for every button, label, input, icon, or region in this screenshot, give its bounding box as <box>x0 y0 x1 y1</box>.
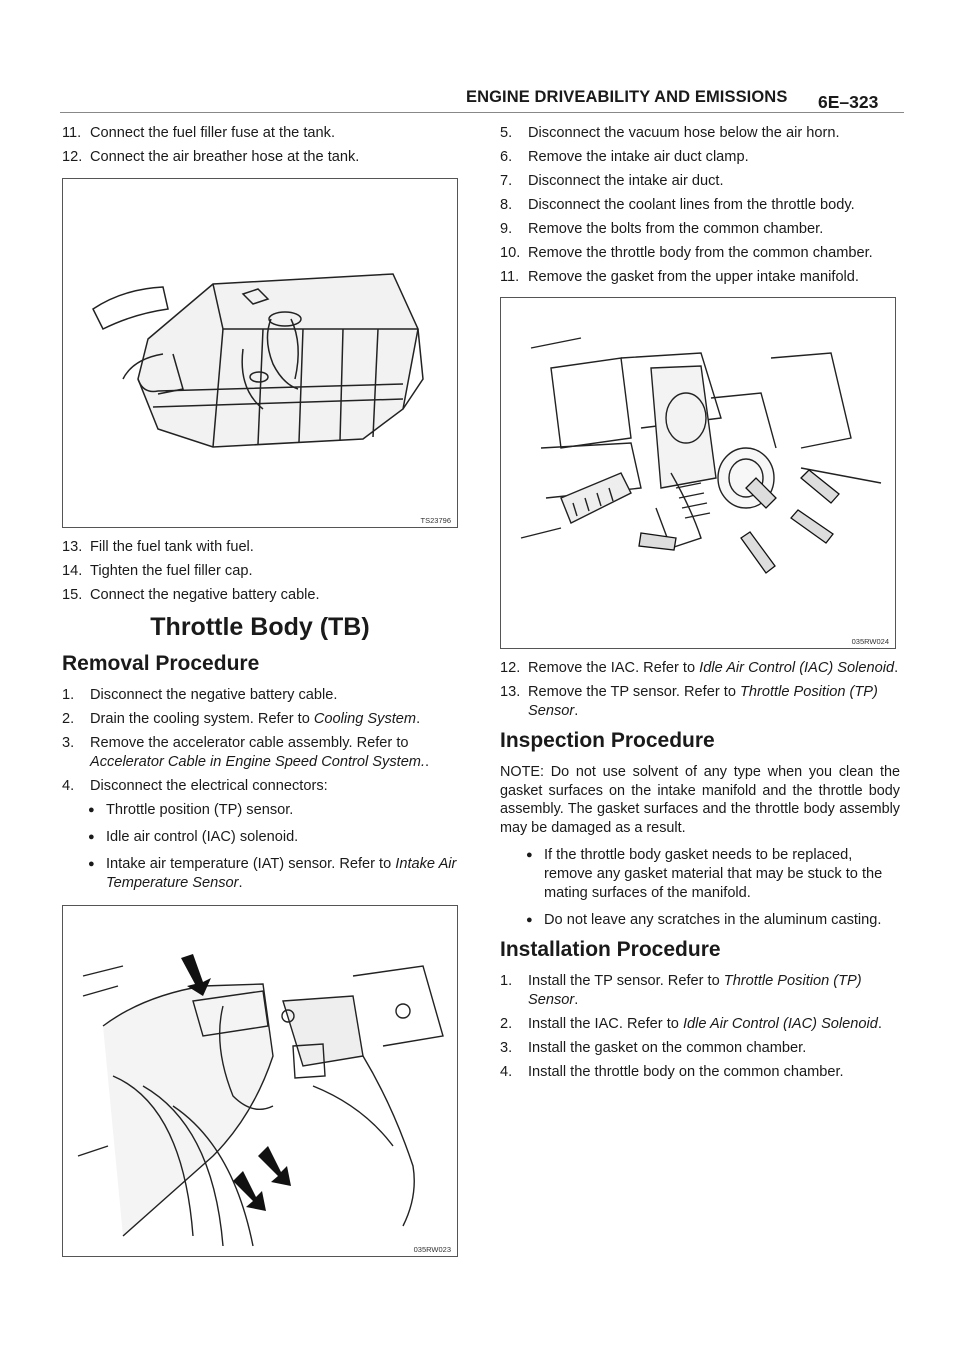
bullet-icon: ● <box>88 831 95 843</box>
throttle-body-removal-figure <box>500 297 896 649</box>
step-item: 10. Remove the throttle body from the common chamber. <box>500 245 873 261</box>
step-item: 9. Remove the bolts from the common chamber. <box>500 221 824 237</box>
left-column <box>62 124 458 1257</box>
step-item: 6. Remove the intake air duct clamp. <box>500 149 749 165</box>
bullet-icon: ● <box>526 914 533 926</box>
step-item: 14. Tighten the fuel filler cap. <box>62 563 253 579</box>
fuel-tank-illustration <box>63 179 457 527</box>
section-title: Throttle Body (TB) <box>150 613 370 641</box>
step-item: 12. Connect the air breather hose at the tank. <box>62 149 360 165</box>
throttle-body-illustration <box>501 298 895 648</box>
figure-id: 035RW024 <box>851 637 889 646</box>
step-item: 3. Remove the accelerator cable assembly. Refer to Accelerator Cable in Engine Speed Control System.. <box>62 735 430 770</box>
bullet-item: ● Idle air control (IAC) solenoid. <box>88 829 299 845</box>
installation-heading: Installation Procedure <box>500 938 721 961</box>
bullet-icon: ● <box>526 849 533 861</box>
step-item: 2. Install the IAC. Refer to Idle Air Control (IAC) Solenoid. <box>500 1016 882 1032</box>
fuel-tank-figure <box>62 178 458 528</box>
step-item: 11. Remove the gasket from the upper intake manifold. <box>500 269 859 285</box>
cross-reference: Cooling System <box>313 711 417 727</box>
step-item: 4. Install the throttle body on the common chamber. <box>500 1064 844 1080</box>
bullet-icon: ● <box>88 858 95 870</box>
step-item: 15. Connect the negative battery cable. <box>62 587 320 603</box>
header-rule <box>60 112 904 113</box>
bullet-item: ● If the throttle body gasket needs to be replaced, remove any gasket material that may be stuck to the mating surfaces of the manifold. <box>526 847 883 901</box>
step-item: 12. Remove the IAC. Refer to Idle Air Control (IAC) Solenoid. <box>500 660 899 676</box>
right-column <box>500 124 900 1087</box>
cross-reference: Idle Air Control (IAC) Solenoid <box>682 1016 878 1032</box>
step-item: 1. Disconnect the negative battery cable. <box>62 687 338 703</box>
page-number: 6E–323 <box>818 92 879 112</box>
step-item: 7. Disconnect the intake air duct. <box>500 173 724 189</box>
bullet-item: ● Throttle position (TP) sensor. <box>88 802 294 818</box>
inspection-heading: Inspection Procedure <box>500 729 715 752</box>
figure-id: TS23796 <box>420 516 451 525</box>
bullet-item: ● Intake air temperature (IAT) sensor. Refer to Intake Air Temperature Sensor. <box>88 856 457 891</box>
step-item: 8. Disconnect the coolant lines from the throttle body. <box>500 197 855 213</box>
cross-reference: Throttle Position (TP) Sensor <box>528 684 878 719</box>
step-item: 13. Fill the fuel tank with fuel. <box>62 539 254 555</box>
step-item: 4. Disconnect the electrical connectors: <box>62 778 328 794</box>
figure-id: 035RW023 <box>413 1245 451 1254</box>
removal-heading: Removal Procedure <box>62 652 260 675</box>
cross-reference: Throttle Position (TP) Sensor <box>528 973 862 1008</box>
cross-reference: Accelerator Cable in Engine Speed Control System. <box>90 754 426 770</box>
step-item: 3. Install the gasket on the common chamber. <box>500 1040 807 1056</box>
step-item: 11. Connect the fuel filler fuse at the tank. <box>62 125 335 141</box>
step-item: 13. Remove the TP sensor. Refer to Throttle Position (TP) Sensor. <box>500 684 878 719</box>
step-item: 1. Install the TP sensor. Refer to Throttle Position (TP) Sensor. <box>500 973 862 1008</box>
note-paragraph: NOTE: Do not use solvent of any type when you clean the gasket surfaces on the intake manifold and the throttle body assembly. The gasket surfaces and the throttle body assembly may be damaged as a result. <box>500 764 900 836</box>
throttle-connectors-figure <box>62 905 458 1257</box>
step-item: 2. Drain the cooling system. Refer to Cooling System. <box>62 711 421 727</box>
cross-reference: Intake Air Temperature Sensor <box>106 856 457 891</box>
throttle-connectors-illustration <box>63 906 457 1256</box>
bullet-item: ● Do not leave any scratches in the aluminum casting. <box>526 912 882 928</box>
header-title: ENGINE DRIVEABILITY AND EMISSIONS <box>466 88 788 106</box>
step-item: 5. Disconnect the vacuum hose below the air horn. <box>500 125 840 141</box>
bullet-icon: ● <box>88 804 95 816</box>
cross-reference: Idle Air Control (IAC) Solenoid <box>699 660 895 676</box>
